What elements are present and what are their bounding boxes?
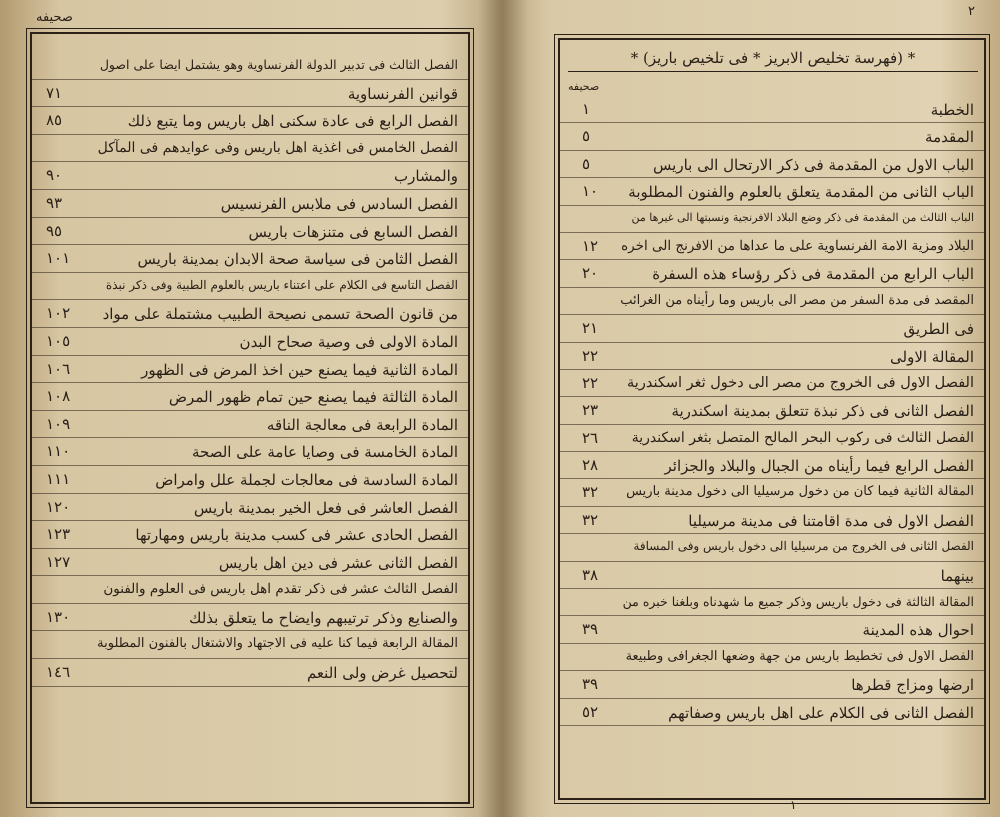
toc-entry-page: ٢٢ xyxy=(582,373,599,392)
toc-entry-page: ٥ xyxy=(582,154,591,173)
right-page-bottom-number: ١ xyxy=(790,798,797,812)
toc-entry-text: الخطبة xyxy=(930,101,974,119)
toc-entry xyxy=(32,604,468,632)
left-toc-list xyxy=(32,52,468,687)
toc-entry xyxy=(560,343,984,370)
left-catchword: صحيفه xyxy=(36,10,73,25)
toc-entry xyxy=(560,644,984,671)
toc-entry xyxy=(32,162,468,190)
toc-entry xyxy=(560,370,984,397)
toc-entry-text: الفصل الاول فى تخطيط باريس من جهة وضعها الجغرافى وطبيعة xyxy=(625,648,974,664)
toc-entry-text: المادة الرابعة فى معالجة الناقه xyxy=(266,415,458,434)
toc-entry xyxy=(560,178,984,205)
toc-entry-page: ١٢٧ xyxy=(46,552,71,571)
toc-entry-page: ٢٠ xyxy=(582,264,599,283)
toc-entry-page: ٣٩ xyxy=(582,675,599,694)
toc-entry-text: الباب الثالث من المقدمة فى ذكر وضع البلاد الافرنجية ونسبتها الى غيرها من xyxy=(631,210,974,224)
toc-entry-text: المادة الخامسة فى وصايا عامة على الصحة xyxy=(191,443,458,462)
toc-entry-page: ٣٢ xyxy=(582,483,599,502)
toc-entry-page: ١ xyxy=(582,100,591,118)
toc-entry xyxy=(32,107,468,135)
toc-entry-page: ٩٥ xyxy=(46,221,63,240)
toc-entry-text: المقالة الاولى xyxy=(890,347,974,366)
toc-entry-page: ٣٨ xyxy=(582,565,599,584)
toc-entry xyxy=(560,534,984,561)
toc-entry xyxy=(32,135,468,163)
toc-entry xyxy=(560,562,984,589)
toc-entry-text: الفصل الثامن فى سياسة صحة الابدان بمدينة باريس xyxy=(137,250,458,269)
toc-entry-text: الفصل الثانى عشر فى دين اهل باريس xyxy=(218,553,458,572)
toc-entry-text: البلاد ومزية الامة الفرنساوية على ما عداها من الافرنج الى اخره xyxy=(621,237,974,254)
toc-entry xyxy=(32,80,468,108)
toc-entry xyxy=(560,233,984,260)
toc-entry-text: الفصل الخامس فى اغذية اهل باريس وفى عوايدهم فى المآكل xyxy=(97,139,458,156)
toc-entry-text: والمشارب xyxy=(394,167,458,186)
toc-entry xyxy=(32,328,468,356)
toc-entry-text: المادة السادسة فى معالجات لجملة علل وامراض xyxy=(155,470,458,489)
toc-entry xyxy=(560,260,984,287)
toc-entry-text: الفصل الثالث فى تدبير الدولة الفرنساوية وهو يشتمل ايضا على اصول xyxy=(99,57,458,72)
toc-entry xyxy=(560,616,984,643)
toc-entry-text: ارضها ومزاج قطرها xyxy=(851,676,974,695)
toc-entry-text: المقصد فى مدة السفر من مصر الى باريس وما رأيناه من الغرائب xyxy=(620,292,974,308)
toc-entry xyxy=(560,206,984,233)
toc-entry-page: ١٠٨ xyxy=(46,387,71,406)
toc-entry xyxy=(32,494,468,522)
toc-entry xyxy=(32,576,468,604)
toc-entry-text: الفصل الاول فى مدة اقامتنا فى مدينة مرسيليا xyxy=(688,511,974,530)
toc-entry xyxy=(32,549,468,577)
toc-entry xyxy=(560,123,984,150)
toc-entry-text: الفصل الثانى فى ذكر نبذة تتعلق بمدينة اسكندرية xyxy=(671,402,974,421)
toc-entry-text: الباب الاول من المقدمة فى ذكر الارتحال الى باريس xyxy=(653,155,974,174)
toc-entry-page: ١٠٩ xyxy=(46,414,71,433)
toc-entry xyxy=(32,245,468,273)
toc-entry xyxy=(560,671,984,698)
toc-entry xyxy=(560,452,984,479)
toc-entry-text: فى الطريق xyxy=(903,320,974,339)
toc-entry-text: قوانين الفرنساوية xyxy=(347,84,458,103)
toc-entry-text: المادة الثالثة فيما يصنع حين تمام ظهور المرض xyxy=(168,388,458,407)
toc-entry xyxy=(560,288,984,315)
toc-entry xyxy=(560,151,984,178)
right-toc-list xyxy=(560,96,984,726)
toc-entry-text: الفصل السادس فى ملابس الفرنسيس xyxy=(220,194,458,213)
toc-entry-text: المادة الثانية فيما يصنع حين اخذ المرض فى الظهور xyxy=(141,360,458,379)
toc-entry-page: ١٠٥ xyxy=(46,331,71,350)
right-page-frame xyxy=(558,38,986,800)
toc-entry-page: ٥ xyxy=(582,127,591,146)
toc-title: * (فهرسة تخليص الابريز * فى تلخيص باريز) * xyxy=(568,46,978,72)
toc-entry-page: ١٠٦ xyxy=(46,359,71,378)
toc-entry-text: الفصل الحادى عشر فى كسب مدينة باريس ومهارتها xyxy=(135,526,458,545)
toc-entry-text: الباب الثانى من المقدمة يتعلق بالعلوم والفنون المطلوبة xyxy=(628,183,974,202)
toc-entry xyxy=(32,521,468,549)
toc-entry-text: الفصل الثانى فى الكلام على اهل باريس وصفاتهم xyxy=(668,703,974,722)
toc-entry-page: ٣٢ xyxy=(582,510,599,529)
toc-entry-text: احوال هذه المدينة xyxy=(862,621,974,640)
toc-entry xyxy=(560,589,984,616)
toc-entry-page: ١٤٦ xyxy=(46,663,71,682)
toc-entry-page: ١٠١ xyxy=(46,249,71,268)
toc-entry xyxy=(32,411,468,439)
toc-entry-text: الفصل الثالث عشر فى ذكر تقدم اهل باريس فى العلوم والفنون xyxy=(103,581,458,598)
toc-entry-text: الفصل السابع فى متنزهات باريس xyxy=(248,222,458,241)
toc-entry xyxy=(560,507,984,534)
toc-entry-text: من قانون الصحة تسمى نصيحة الطبيب مشتملة على مواد xyxy=(102,305,458,324)
toc-entry-page: ١١١ xyxy=(46,469,71,488)
toc-entry xyxy=(32,218,468,246)
toc-entry xyxy=(32,300,468,328)
toc-entry-page: ٢٦ xyxy=(582,428,599,447)
toc-entry-text: المقدمة xyxy=(925,128,974,147)
toc-entry-page: ٧١ xyxy=(46,83,63,102)
toc-entry-text: الفصل الاول فى الخروج من مصر الى دخول ثغر اسكندرية xyxy=(627,374,974,391)
toc-entry-text: المقالة الرابعة فيما كنا عليه فى الاجتهاد والاشتغال بالفنون المطلوبة xyxy=(97,636,458,652)
toc-entry-text: والصنايع وذكر ترتيبهم وايضاح ما يتعلق بذلك xyxy=(189,608,458,627)
toc-entry xyxy=(560,479,984,506)
toc-entry-page: ١٠ xyxy=(582,182,599,201)
toc-entry-page: ٢٣ xyxy=(582,401,599,420)
toc-entry-text: الفصل الثانى فى الخروج من مرسيليا الى دخول باريس وفى المسافة xyxy=(633,539,974,554)
toc-entry xyxy=(32,438,468,466)
toc-entry xyxy=(32,659,468,687)
toc-entry-text: الباب الرابع من المقدمة فى ذكر رؤساء هذه السفرة xyxy=(652,265,974,284)
toc-entry-page: ٢٢ xyxy=(582,346,599,365)
toc-entry xyxy=(560,315,984,342)
toc-entry xyxy=(32,631,468,659)
left-page-frame xyxy=(30,32,470,804)
page-column-header: صحيفه xyxy=(568,80,600,93)
toc-entry-page: ٢٨ xyxy=(582,456,599,475)
toc-entry-page: ١٠٢ xyxy=(46,304,71,323)
toc-entry-text: الفصل التاسع فى الكلام على اعتناء باريس بالعلوم الطبية وفى ذكر نبذة xyxy=(105,277,458,292)
toc-entry xyxy=(560,96,984,123)
right-page xyxy=(520,0,1000,817)
toc-entry xyxy=(560,397,984,424)
toc-entry xyxy=(32,383,468,411)
toc-entry-page: ٩٣ xyxy=(46,193,63,212)
toc-entry xyxy=(32,52,468,80)
toc-entry xyxy=(32,466,468,494)
toc-entry-text: المقالة الثانية فيما كان من دخول مرسيليا الى دخول مدينة باريس xyxy=(626,484,974,500)
toc-entry-text: الفصل الرابع فى عادة سكنى اهل باريس وما يتبع ذلك xyxy=(127,112,458,131)
toc-entry xyxy=(560,699,984,726)
toc-entry-page: ١٢٣ xyxy=(46,525,71,544)
toc-entry xyxy=(32,190,468,218)
toc-entry-page: ٩٠ xyxy=(46,166,63,185)
toc-entry xyxy=(560,425,984,452)
toc-entry-text: لتحصيل غرض ولى النعم xyxy=(306,664,458,683)
toc-entry xyxy=(32,356,468,384)
toc-entry xyxy=(32,273,468,301)
toc-entry-page: ٢١ xyxy=(582,319,599,338)
toc-entry-text: الفصل العاشر فى فعل الخير بمدينة باريس xyxy=(193,498,458,517)
toc-entry-page: ١١٠ xyxy=(46,442,71,461)
toc-entry-text: المادة الاولى فى وصية صحاح البدن xyxy=(239,332,458,351)
toc-entry-page: ٣٩ xyxy=(582,620,599,639)
toc-entry-text: الفصل الرابع فيما رأيناه من الجبال والبلاد والجزائر xyxy=(664,457,974,476)
right-page-number: ٢ xyxy=(968,4,975,19)
toc-entry-page: ٥٢ xyxy=(582,702,599,721)
toc-entry-text: الفصل الثالث فى ركوب البحر المالح المتصل بثغر اسكندرية xyxy=(631,429,974,446)
toc-entry-text: المقالة الثالثة فى دخول باريس وذكر جميع ما شهدناه وبلغنا خبره من xyxy=(622,594,974,610)
toc-entry-text: بينهما xyxy=(940,566,974,585)
toc-entry-page: ١٣٠ xyxy=(46,607,71,626)
toc-entry-page: ٨٥ xyxy=(46,111,63,130)
toc-entry-page: ١٢ xyxy=(582,236,599,255)
toc-entry-page: ١٢٠ xyxy=(46,497,71,516)
